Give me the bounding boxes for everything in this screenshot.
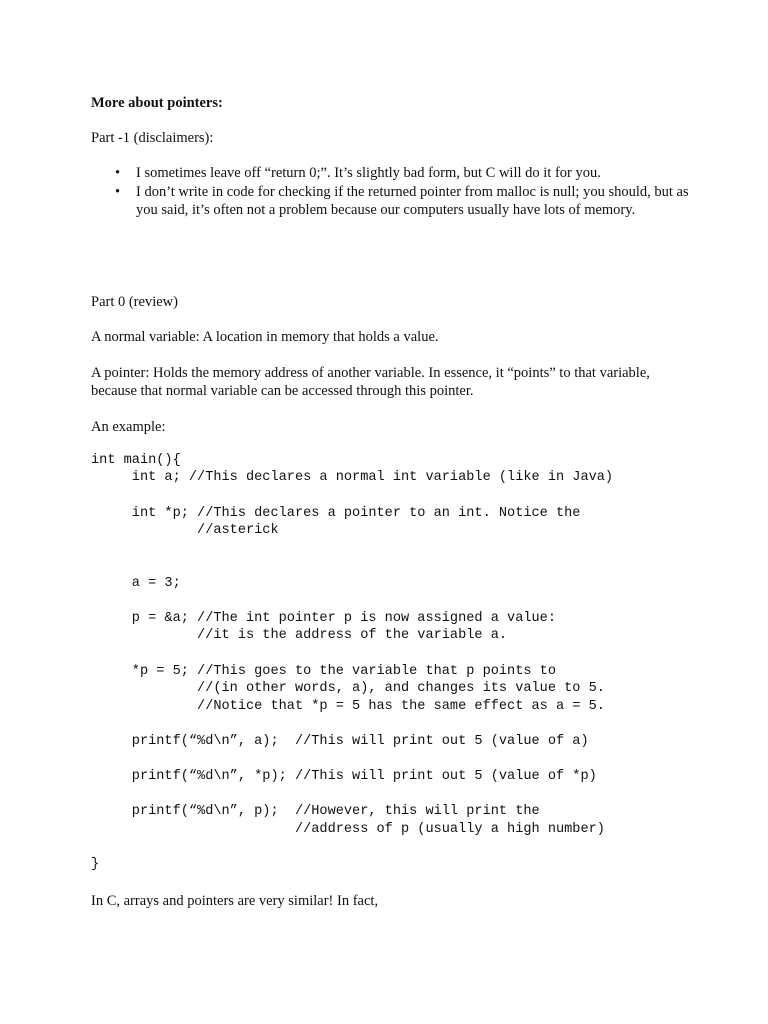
code-line: //address of p (usually a high number) — [91, 822, 605, 837]
code-line: int a; //This declares a normal int variable (like in Java) — [91, 470, 614, 485]
list-item — [91, 183, 691, 220]
normal-variable-definition: A normal variable: A location in memory that holds a value. — [91, 329, 439, 345]
code-line: printf(“%d\n”, p); //However, this will print the — [91, 804, 540, 819]
code-line: //(in other words, a), and changes its value to 5. — [91, 681, 605, 696]
disclaimer-list — [91, 164, 691, 220]
code-line: int main(){ — [91, 453, 181, 468]
section-part-0: Part 0 (review) — [91, 294, 178, 310]
code-line: printf(“%d\n”, a); //This will print out 5 (value of a) — [91, 734, 589, 749]
code-line: printf(“%d\n”, *p); //This will print out 5 (value of *p) — [91, 769, 597, 784]
code-line: p = &a; //The int pointer p is now assigned a value: — [91, 611, 556, 626]
section-part-minus-1: Part -1 (disclaimers): — [91, 130, 214, 146]
code-line: a = 3; — [91, 576, 181, 591]
bullet-text: I don’t write in code for checking if the returned pointer from malloc is null; you should, but as you said, it’s often not a problem because our computers usually have lots of memory. — [136, 183, 689, 218]
code-line: //asterick — [91, 523, 279, 538]
code-line: //it is the address of the variable a. — [91, 628, 508, 643]
list-item — [91, 164, 691, 183]
example-label: An example: — [91, 419, 166, 435]
document-heading: More about pointers: — [91, 95, 223, 111]
bullet-text: I sometimes leave off “return 0;”. It’s slightly bad form, but C will do it for you. — [136, 165, 601, 181]
code-line: //Notice that *p = 5 has the same effect as a = 5. — [91, 699, 605, 714]
closing-paragraph: In C, arrays and pointers are very similar! In fact, — [91, 893, 379, 909]
bullet-icon: • — [115, 183, 121, 200]
pointer-definition: A pointer: Holds the memory address of another variable. In essence, it “points” to that variable, because that normal variable can be accessed through this pointer. — [91, 365, 650, 399]
bullet-icon: • — [115, 165, 121, 181]
code-line: } — [91, 857, 100, 872]
code-line: *p = 5; //This goes to the variable that p points to — [91, 664, 556, 679]
code-line: int *p; //This declares a pointer to an int. Notice the — [91, 506, 581, 521]
